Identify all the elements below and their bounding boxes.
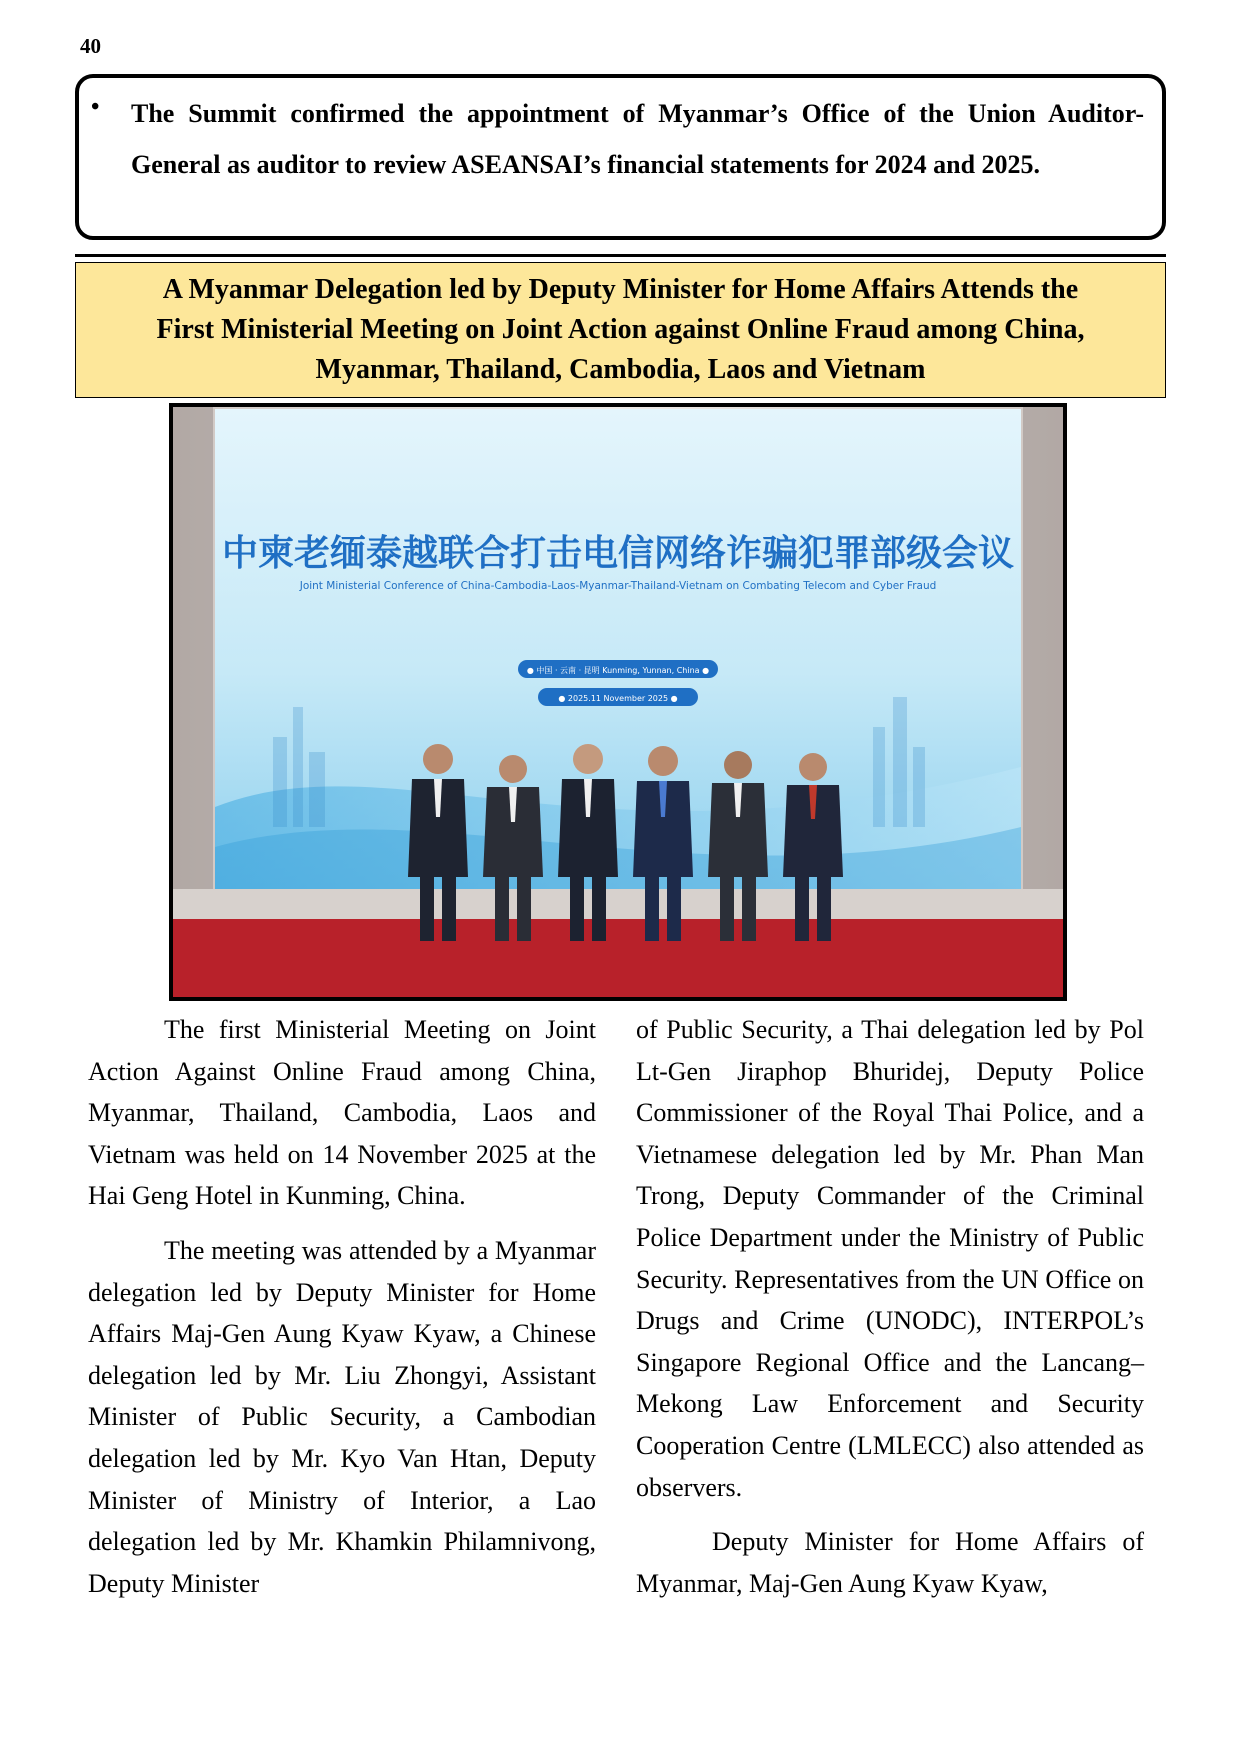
article-paragraph: The meeting was attended by a Myanmar delegation led by Deputy Minister for Home Affairs Maj-Gen Aung Kyaw Kyaw, a Chinese delegation led by Mr. Liu Zhongyi, Assistant Minister of Public Security, a Cambodian delegation led by Mr. Kyo Van Htan, Deputy Minister of Ministry of Interior, a Lao delegation led by Mr. Khamkin Philamnivong, Deputy Minister bbox=[88, 1235, 596, 1598]
article-column-right bbox=[636, 1009, 1144, 1617]
screen-subtitle-en: Joint Ministerial Conference of China-Cambodia-Laos-Myanmar-Thailand-Vietnam on Combating Telecom and Cyber Fraud bbox=[299, 580, 937, 592]
screen-location: ● 中国 · 云南 · 昆明 Kunming, Yunnan, China ● bbox=[526, 666, 710, 675]
bullet-point: • bbox=[91, 94, 100, 120]
page-number: 40 bbox=[80, 34, 101, 58]
article-column-left bbox=[88, 1009, 596, 1617]
article-paragraph: The first Ministerial Meeting on Joint Action Against Online Fraud among China, Myanmar, Thailand, Cambodia, Laos and Vietnam was held on 14 November 2025 at the Hai Geng Hotel in Kunming, China. bbox=[88, 1015, 596, 1211]
headline-line-2: First Ministerial Meeting on Joint Action against Online Fraud among China, bbox=[156, 314, 1085, 345]
headline-line-3: Myanmar, Thailand, Cambodia, Laos and Vietnam bbox=[315, 354, 926, 385]
stage-carpet bbox=[173, 919, 1063, 997]
event-photo bbox=[169, 403, 1067, 1001]
article-headline bbox=[137, 270, 1105, 390]
screen-title-cn: 中柬老缅泰越联合打击电信网络诈骗犯罪部级会议 bbox=[221, 533, 1015, 574]
article-paragraph: Deputy Minister for Home Affairs of Myanmar, Maj-Gen Aung Kyaw Kyaw, bbox=[636, 1527, 1144, 1598]
headline-line-1: A Myanmar Delegation led by Deputy Minister for Home Affairs Attends the bbox=[162, 274, 1079, 305]
summary-text: The Summit confirmed the appointment of Myanmar’s Office of the Union Auditor-General as auditor to review ASEANSAI’s financial statements for 2024 and 2025. bbox=[131, 99, 1144, 179]
summary-box bbox=[75, 74, 1166, 240]
section-divider bbox=[75, 254, 1166, 257]
article-paragraph: of Public Security, a Thai delegation led by Pol Lt-Gen Jiraphop Bhuridej, Deputy Police Commissioner of the Royal Thai Police, and a Vietnamese delegation led by Mr. Phan Man Trong, Deputy Commander of the Criminal Police Department under the Ministry of Public Security. Representatives from the UN Office on Drugs and Crime (UNODC), INTERPOL’s Singapore Regional Office and the Lancang–Mekong Law Enforcement and Security Cooperation Centre (LMLECC) also attended as observers. bbox=[636, 1015, 1144, 1502]
headline-box bbox=[75, 262, 1166, 398]
screen-date: ● 2025.11 November 2025 ● bbox=[558, 694, 678, 703]
event-photo-illustration bbox=[173, 407, 1063, 997]
